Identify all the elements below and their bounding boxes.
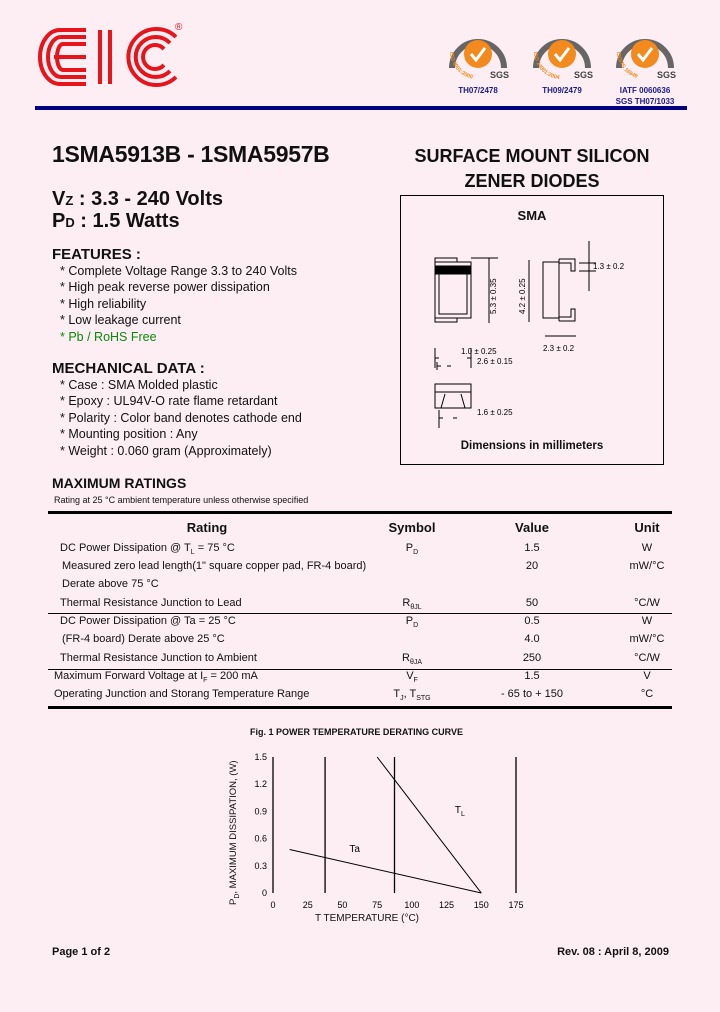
cert-standard: ISO/TS 16949 [614,51,639,80]
y-tick-label: 0.6 [254,833,267,844]
vz-sub: Z [65,193,74,208]
y-tick-label: 0 [261,888,267,898]
cert-iso16949 [613,24,677,107]
table-row [52,595,672,613]
value-cell: 20 [525,560,539,572]
series-label-sub: L [461,811,465,819]
table-row [52,631,672,649]
chart-title: Fig. 1 POWER TEMPERATURE DERATING CURVE [250,727,464,737]
ylabel-sub: D [233,893,241,899]
symbol-cell: $V_F$ [406,670,418,685]
table-row [52,558,672,576]
table-header-row [52,518,672,536]
table-row [52,613,672,631]
dim-side-height: 4.2 ± 0.25 [518,278,527,314]
page-number: Page 1 of 2 [52,946,111,958]
value-cell: 250 [522,652,542,664]
symbol-cell: $T_J$, $T_{STG}$ [393,688,431,703]
series-label: Ta [349,844,360,856]
unit-cell: mW/°C [629,633,665,645]
rating-cell: Thermal Resistance Junction to Ambient [60,652,257,664]
value-cell: 4.0 [524,633,540,645]
dim-lead-thickness: 1.3 ± 0.2 [593,262,625,271]
rating-cell: DC Power Dissipation @ Ta = 25 °C [60,615,236,627]
pd-sub: D [65,215,75,230]
mechanical-heading: MECHANICAL DATA : [52,360,205,377]
y-tick-label: 0.3 [254,860,267,871]
dim-body-width: 2.6 ± 0.15 [477,357,513,366]
ratings-note: Rating at 25 °C ambient temperature unless otherwise specified [54,495,309,505]
cert-iso14001 [530,24,594,96]
chart-xlabel: T TEMPERATURE (°C) [315,913,420,924]
chart-ylabel [228,760,241,905]
mechanical-item: * Polarity : Color band denotes cathode end [60,410,302,425]
value-cell: 50 [525,597,539,609]
dim-body-length: 5.3 ± 0.35 [489,278,498,314]
cert-standard: ISO 14001:2004 [531,51,560,80]
mechanical-item: * Weight : 0.060 gram (Approximately) [60,443,272,458]
feature-item: * High reliability [60,296,147,311]
package-box [400,195,664,465]
table-row [52,686,672,704]
col-symbol: Symbol [388,520,436,535]
rating-cell: Measured zero lead length(1" square copper pad, FR-4 board) [62,560,367,572]
rating-cell: Operating Junction and Storang Temperature Range [54,688,310,700]
category-line-2: ZENER DIODES [464,171,600,191]
cert-standard: ISO 9001:2000 [447,51,474,80]
package-caption: Dimensions in millimeters [460,440,604,452]
unit-cell: W [641,615,653,627]
unit-cell: °C/W [634,652,660,664]
feature-item: * High peak reverse power dissipation [60,280,270,295]
features-heading: FEATURES : [52,246,141,263]
value-cell: - 65 to + 150 [500,688,564,700]
vz-value: : 3.3 - 240 Volts [78,188,223,210]
revision-date: Rev. 08 : April 8, 2009 [557,946,669,958]
rating-cell: Derate above 75 °C [62,578,159,590]
unit-cell: °C/W [634,597,660,609]
mechanical-item: * Case : SMA Molded plastic [60,378,218,392]
rating-cell: Thermal Resistance Junction to Lead [60,597,242,609]
table-row [52,668,672,686]
header-divider [35,106,687,110]
symbol-cell: $P_D$ [405,615,419,630]
x-tick-label: 100 [404,900,420,910]
svg-text:SGS: SGS [574,70,594,80]
category-line-1: SURFACE MOUNT SILICON [414,146,650,166]
rating-cell: (FR-4 board) Derate above 25 °C [62,633,225,645]
rating-cell: Maximum Forward Voltage at $I_F = 200$ mA [54,670,258,685]
unit-cell: V [643,670,651,682]
symbol-cell: $P_D$ [405,542,419,557]
ratings-heading: MAXIMUM RATINGS [52,475,187,491]
table-row [52,576,672,594]
value-cell: 1.5 [524,542,540,554]
feature-item: * Low leakage current [60,313,181,328]
unit-cell: °C [640,688,654,700]
sgs-certification-icon [530,24,594,80]
table-top-rule [48,511,672,514]
feature-item: * Complete Voltage Range 3.3 to 240 Volts [60,264,297,278]
dim-band-width: 1.0 ± 0.25 [461,347,497,356]
pd-symbol: P [52,210,66,232]
table-row [52,650,672,668]
sgs-certification-icon [613,24,677,80]
x-tick-label: 75 [372,900,383,910]
x-tick-label: 125 [439,900,455,910]
svg-text:SGS: SGS [657,70,677,80]
col-rating: Rating [186,520,228,535]
cert-code: IATF 0060636 [619,86,671,95]
y-tick-label: 1.5 [254,752,267,762]
package-outline-drawing [401,196,663,464]
mechanical-item: * Mounting position : Any [60,427,198,442]
x-tick-label: 0 [270,900,276,910]
category-title [392,144,672,194]
unit-cell: W [641,542,653,554]
dim-side-width: 2.3 ± 0.2 [543,344,575,353]
y-tick-label: 1.2 [254,779,267,790]
vz-symbol: V [52,188,66,210]
derating-chart [210,740,540,930]
x-tick-label: 25 [302,900,313,910]
symbol-cell: $R_{\theta JA}$ [401,652,422,667]
part-range-title: 1SMA5913B - 1SMA5957B [52,141,330,167]
symbol-cell: $R_{\theta JL}$ [402,597,422,612]
features-list [60,263,297,345]
mechanical-item: * Epoxy : UL94V-O rate flame retardant [60,394,278,409]
x-tick-label: 175 [508,900,524,910]
value-cell: 0.5 [524,615,540,627]
table-row [52,540,672,558]
rating-cell: DC Power Dissipation @ $T_L = 75$ °C [60,542,235,557]
mechanical-list [60,377,302,459]
registered-mark: ® [175,22,183,33]
pd-value: : 1.5 Watts [80,210,180,232]
dim-lead-width: 1.6 ± 0.25 [477,408,513,417]
series-label: $T_L$ [454,805,465,819]
cert-code: TH09/2479 [542,86,582,95]
svg-text:SGS: SGS [490,70,510,80]
unit-cell: mW/°C [629,560,665,572]
cert-code-2: SGS TH07/1033 [615,97,675,106]
x-tick-label: 150 [473,900,489,910]
col-unit: Unit [634,520,660,535]
package-name: SMA [517,208,547,223]
sgs-certification-icon [446,24,510,80]
vz-spec [52,188,223,212]
pd-spec [52,210,180,234]
cert-iso9001 [446,24,510,96]
feature-item-rohs: * Pb / RoHS Free [60,329,157,344]
table-bottom-rule [48,706,672,709]
ylabel-symbol: P [228,898,239,905]
ylabel-text: , MAXIMUM DISSIPATION, (W) [228,760,239,894]
cert-code: TH07/2478 [458,86,498,95]
value-cell: 1.5 [524,670,540,682]
eic-logo [38,22,188,97]
col-value: Value [515,520,549,535]
y-tick-label: 0.9 [254,806,267,817]
x-tick-label: 50 [337,900,348,910]
